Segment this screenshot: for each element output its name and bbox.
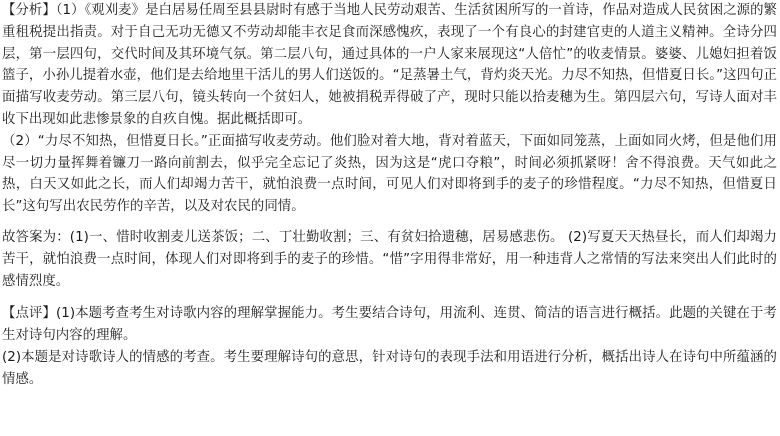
analysis-paragraph-2: （2）“力尽不知热，但惜夏日长。”正面描写收麦劳动。他们脸对着大地，背对着蓝天，下面如同笼蒸，上面如同火烤，但是他们用尽一切力量挥舞着镰刀一路向前割去，似乎完全忘记了炎热，因为这是“虎口夺粮”，时间必须抓紧呀！舍不得浪费。天气如此之热，白天又如此之长，而人们却竭力苦干，就怕浪费一点时间，可见人们对即将到手的麦子的珍惜程度。“力尽不知热，但惜夏日长”这句写出农民劳作的辛苦，以及对农民的同情。 — [2, 133, 777, 215]
comment-paragraph-1: 【点评】(1)本题考查考生对诗歌内容的理解掌握能力。考生要结合诗句，用流利、连贯、简洁的语言进行概括。此题的关键在于考生对诗句内容的理解。 — [2, 306, 777, 344]
spacer — [2, 218, 777, 227]
answer-paragraph: 故答案为：(1)一、惜时收割麦儿送茶饭；二、丁壮勤收割；三、有贫妇拾遗穗，居易感悲伤。 (2)写夏天天热昼长，而人们却竭力苦干，就怕浪费一点时间，体现人们对即将到手的麦子的珍惜。“惜”字用得非常好，用一种违背人之常情的写法来突出人们此时的感情烈度。 — [2, 229, 777, 289]
spacer — [2, 292, 777, 303]
comment-paragraph-2: (2)本题是对诗歌诗人的情感的考查。考生要理解诗句的意思，针对诗句的表现手法和用语进行分析，概括出诗人在诗句中所蕴涵的情感。 — [2, 349, 777, 387]
analysis-paragraph-1: 【分析】（1）《观刈麦》是白居易任周至县县尉时有感于当地人民劳动艰苦、生活贫困所写的一首诗，作品对造成人民贫困之源的繁重租税提出指责。对于自己无功无德又不劳动却能丰衣足食而深感愧疚，表现了一个有良心的封建官吏的人道主义精神。全诗分四层，第一层四句，交代时间及其环境气氛。第二层八句，通过具体的一户人家来展现这“人倍忙”的收麦情景。婆婆、儿媳妇担着饭篮子，小孙儿提着水壶，他们是去给地里干活儿的男人们送饭的。“足蒸暑土气，背灼炎天光。力尽不知热，但惜夏日长。”这四句正面描写收麦劳动。第三层八句，镜头转向一个贫妇人，她被捐税弄得破了产，现时只能以拾麦穗为生。第四层六句，写诗人面对丰收下出现如此悲惨景象的自疚自愧。据此概括即可。 — [2, 3, 777, 127]
